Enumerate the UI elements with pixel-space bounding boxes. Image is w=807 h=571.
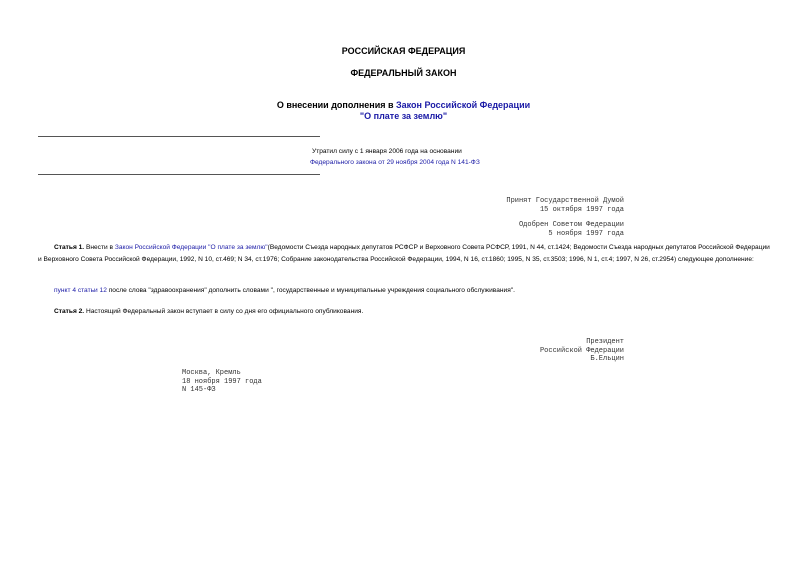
header-country: РОССИЙСКАЯ ФЕДЕРАЦИЯ (341, 46, 466, 56)
article-1-text-after: (Ведомости Съезда народных депутатов РСФСР и Верховного Совета РСФСР, 1991, N 44, ст.1424; Ведомости Съезда народных депутатов Российской Федерации и Верховного Совета Российской Федерации, 1992, N 10, ст.469; N 34, ст.1976; Собрание законодательства Российской Федерации, 1994, N 16, ст.1860; 1995, N 35, ст.3503; 1996, N 1, ст.4; 1997, N 26, ст.2954) следующее дополнение: (38, 244, 770, 263)
signature-line2: Российской Федерации (539, 346, 624, 355)
article-1-label: Статья 1. (54, 244, 85, 251)
adoption-council-line2: 5 ноября 1997 года (548, 229, 624, 238)
amendment-link[interactable]: пункт 4 статьи 12 (54, 287, 107, 294)
adoption-duma-line1: Принят Государственной Думой (506, 197, 624, 205)
adoption-council (519, 221, 624, 238)
signature-line3: Б.Ельцин (590, 355, 624, 363)
place-line2: 18 ноября 1997 года (182, 377, 262, 386)
law-title-link[interactable]: Закон Российской Федерации (396, 100, 531, 110)
header-doc-type: ФЕДЕРАЛЬНЫЙ ЗАКОН (350, 68, 457, 78)
article-1-text-before: Внести в (84, 244, 115, 251)
adoption-duma-line2: 15 октября 1997 года (539, 205, 624, 214)
validity-link[interactable]: Федерального закона от 29 ноября 2004 года N 141-ФЗ (310, 159, 480, 166)
article-1-title-link[interactable]: "О плате за землю" (208, 244, 268, 251)
law-title (0, 100, 807, 110)
article-1-law-link[interactable]: Закон Российской Федерации (114, 244, 207, 251)
article-1 (38, 242, 772, 265)
law-title-prefix: О внесении дополнения в (276, 100, 397, 110)
amendment-text: после слова "здравоохранения" дополнить словами ", государственные и муниципальные учреждения социального обслуживания". (106, 287, 515, 294)
article-2-label: Статья 2. (54, 308, 85, 315)
signature-block (540, 338, 624, 364)
article-2 (38, 306, 772, 318)
signature-line1: Президент (586, 338, 624, 346)
place-block (182, 369, 262, 395)
adoption-duma (506, 197, 624, 214)
validity-line1: Утратил силу с 1 января 2006 года на основании (312, 148, 462, 155)
article-1-amendment (38, 285, 772, 297)
adoption-council-line1: Одобрен Советом Федерации (518, 221, 624, 229)
place-line3: N 145-ФЗ (182, 386, 216, 394)
divider-bottom (38, 174, 320, 175)
place-line1: Москва, Кремль (182, 369, 241, 377)
divider-top (38, 136, 320, 137)
article-2-text: Настоящий Федеральный закон вступает в силу со дня его официального опубликования. (84, 308, 364, 315)
validity-note (312, 146, 480, 168)
law-title-line2[interactable]: "О плате за землю" (359, 111, 448, 121)
